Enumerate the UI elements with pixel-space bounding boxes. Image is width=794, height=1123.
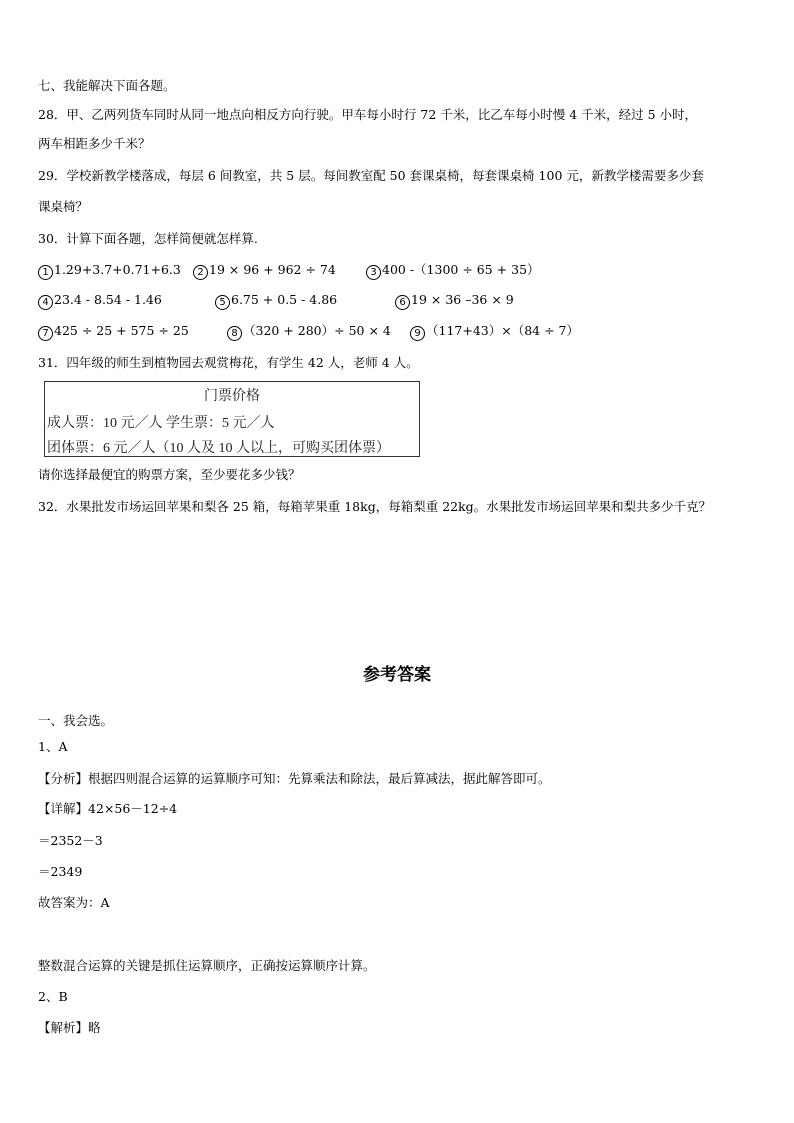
calc-number: 6	[395, 295, 410, 310]
question-32-text: 32．水果批发市场运回苹果和梨各 25 箱，每箱苹果重 18kg，每箱梨重 22kg。水果批发市场运回苹果和梨共多少千克？	[38, 499, 712, 514]
question-28-line1: 28．甲、乙两列货车同时从同一地点向相反方向行驶。甲车每小时行 72 千米，比乙车每小时慢 4 千米，经过 5 小时，	[38, 107, 698, 122]
calc-expression: 19 × 36 –36 × 9	[411, 292, 514, 307]
question-31-question: 请你选择最便宜的购票方案，至少要花多少钱？	[38, 467, 301, 482]
calc-number: 7	[38, 326, 53, 341]
question-29-line2: 课桌椅？	[38, 199, 89, 214]
answer-2: 2、B	[38, 989, 68, 1004]
answer-title: 参考答案	[363, 665, 431, 685]
calc-number: 4	[38, 295, 53, 310]
calc-expression: 6.75 + 0.5 - 4.86	[231, 292, 338, 307]
ticket-table-row-1: 成人票：10 元／人 学生票：5 元／人	[47, 416, 275, 431]
answer-2-analysis: 【解析】略	[38, 1020, 101, 1035]
question-29-line1: 29．学校新教学楼落成，每层 6 间教室，共 5 层。每间教室配 50 套课桌椅，每套课桌椅 100 元，新教学楼需要多少套	[38, 168, 704, 183]
calc-item	[38, 262, 181, 280]
answer-1-detail: 【详解】42×56－12÷4	[38, 801, 178, 816]
calc-item	[395, 292, 514, 310]
answer-1-analysis: 【分析】根据四则混合运算的运算顺序可知：先算乘法和除法，最后算减法，据此解答即可。	[38, 771, 551, 786]
section-heading-7: 七、我能解决下面各题。	[38, 78, 176, 93]
calc-item	[215, 292, 337, 310]
calc-number: 2	[193, 265, 208, 280]
calc-item	[38, 323, 189, 341]
calc-number: 1	[38, 265, 53, 280]
calc-expression: 425 ÷ 25 + 575 ÷ 25	[54, 323, 189, 338]
answer-1-note: 整数混合运算的关键是抓住运算顺序，正确按运算顺序计算。	[38, 958, 376, 973]
calc-item	[227, 323, 391, 341]
calc-expression: 23.4 - 8.54 - 1.46	[54, 292, 162, 307]
calc-expression: 19 × 96 + 962 ÷ 74	[209, 262, 336, 277]
answer-1-step2: ＝2349	[38, 864, 83, 879]
calc-item	[366, 262, 540, 280]
calc-expression: （320 + 280）÷ 50 × 4	[243, 323, 391, 338]
answer-1-step1: ＝2352－3	[38, 833, 103, 848]
calc-number: 3	[366, 265, 381, 280]
ticket-table-title: 门票价格	[204, 389, 260, 404]
calc-number: 8	[227, 326, 242, 341]
calc-item	[38, 292, 162, 310]
ticket-price-table	[44, 381, 420, 457]
question-31-text: 31．四年级的师生到植物园去观赏梅花，有学生 42 人，老师 4 人。	[38, 355, 419, 370]
ticket-table-row-2: 团体票：6 元／人（10 人及 10 人以上，可购买团体票）	[47, 441, 390, 456]
answer-1-conclusion: 故答案为：A	[38, 895, 110, 910]
question-28-line2: 两车相距多少千米？	[38, 136, 151, 151]
calc-expression: （117+43）×（84 ÷ 7）	[426, 323, 579, 338]
answer-section-1: 一、我会选。	[38, 713, 114, 728]
calc-item	[193, 262, 336, 280]
calc-expression: 1.29+3.7+0.71+6.3	[54, 262, 181, 277]
calc-expression: 400 -（1300 ÷ 65 + 35）	[382, 262, 540, 277]
question-30-title: 30．计算下面各题，怎样简便就怎样算.	[38, 231, 258, 246]
calc-item	[410, 323, 579, 341]
answer-1: 1、A	[38, 739, 68, 754]
calc-number: 5	[215, 295, 230, 310]
calc-number: 9	[410, 326, 425, 341]
